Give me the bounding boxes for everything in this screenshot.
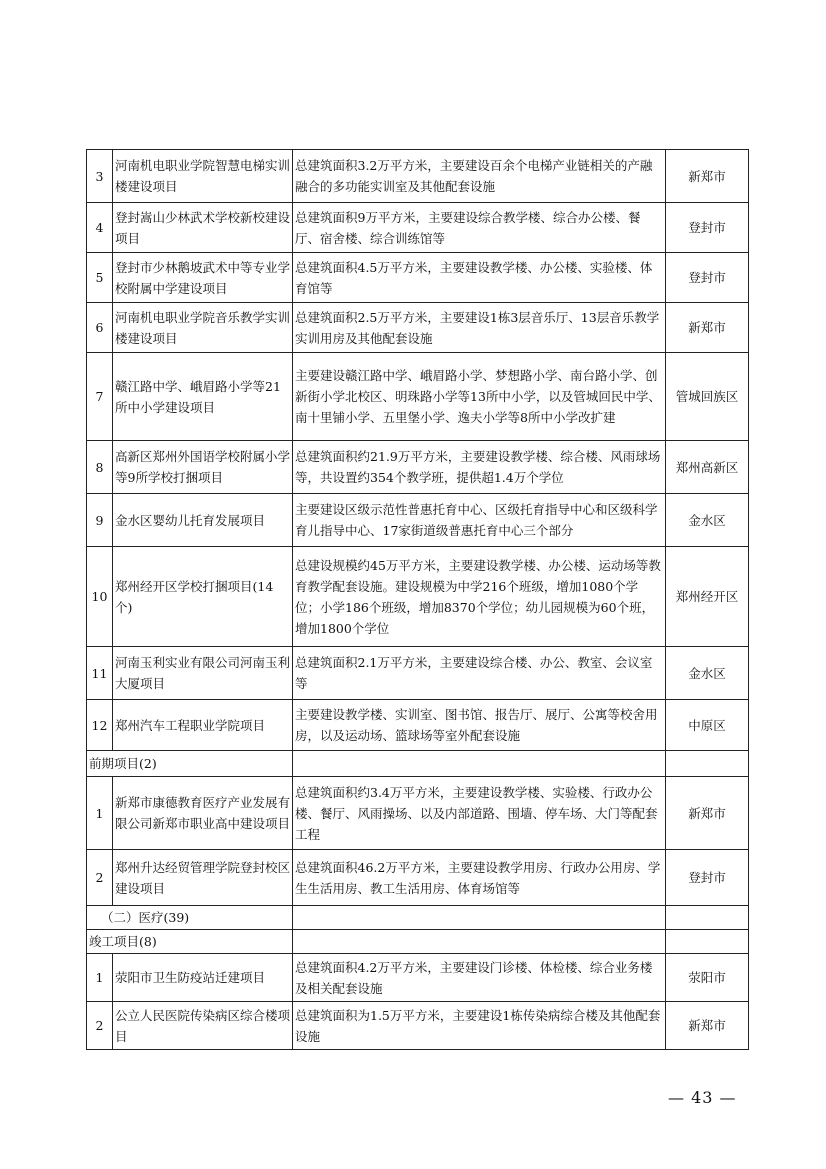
project-content: 总建筑面积3.2万平方米，主要建设百余个电梯产业链相关的产融融合的多功能实训室及其他配套设施 xyxy=(293,150,666,203)
project-name: 高新区郑州外国语学校附属小学等9所学校打捆项目 xyxy=(113,441,293,494)
project-content: 总建筑面积4.2万平方米，主要建设门诊楼、体检楼、综合业务楼及相关配套设施 xyxy=(293,954,666,1002)
section-row xyxy=(87,751,749,777)
project-location: 管城回族区 xyxy=(666,353,749,441)
project-name: 金水区婴幼儿托育发展项目 xyxy=(113,494,293,547)
project-location: 荥阳市 xyxy=(666,954,749,1002)
table-row xyxy=(87,1002,749,1050)
table-row xyxy=(87,150,749,203)
section-label: 前期项目(2) xyxy=(87,751,293,777)
project-content: 总建筑面积约21.9万平方米，主要建设教学楼、综合楼、风雨球场等，共设置约354个教学班，提供超1.4万个学位 xyxy=(293,441,666,494)
table-row xyxy=(87,303,749,353)
empty-cell xyxy=(293,751,666,777)
row-number: 2 xyxy=(87,850,113,906)
project-table xyxy=(86,149,749,1050)
project-content: 总建筑面积2.5万平方米，主要建设1栋3层音乐厅、13层音乐教学实训用房及其他配套设施 xyxy=(293,303,666,353)
table-row xyxy=(87,203,749,253)
project-name: 荥阳市卫生防疫站迁建项目 xyxy=(113,954,293,1002)
project-location: 中原区 xyxy=(666,700,749,751)
row-number: 3 xyxy=(87,150,113,203)
project-content: 总建筑面积9万平方米，主要建设综合教学楼、综合办公楼、餐厅、宿舍楼、综合训练馆等 xyxy=(293,203,666,253)
project-location: 金水区 xyxy=(666,494,749,547)
row-number: 9 xyxy=(87,494,113,547)
project-content: 总建筑面积为1.5万平方米，主要建设1栋传染病综合楼及其他配套设施 xyxy=(293,1002,666,1050)
table-row xyxy=(87,700,749,751)
project-location: 登封市 xyxy=(666,253,749,303)
project-location: 郑州高新区 xyxy=(666,441,749,494)
row-number: 10 xyxy=(87,547,113,647)
project-name: 郑州经开区学校打捆项目(14个) xyxy=(113,547,293,647)
row-number: 8 xyxy=(87,441,113,494)
table-row xyxy=(87,954,749,1002)
project-name: 新郑市康德教育医疗产业发展有限公司新郑市职业高中建设项目 xyxy=(113,777,293,850)
table-row xyxy=(87,777,749,850)
empty-cell xyxy=(666,751,749,777)
project-location: 新郑市 xyxy=(666,1002,749,1050)
project-content: 总建筑面积2.1万平方米，主要建设综合楼、办公、教室、会议室等 xyxy=(293,647,666,700)
row-number: 5 xyxy=(87,253,113,303)
table-row xyxy=(87,353,749,441)
row-number: 12 xyxy=(87,700,113,751)
table-row xyxy=(87,253,749,303)
project-name: 登封嵩山少林武术学校新校建设项目 xyxy=(113,203,293,253)
page-number: — 43 — xyxy=(668,1088,737,1107)
row-number: 6 xyxy=(87,303,113,353)
project-name: 郑州汽车工程职业学院项目 xyxy=(113,700,293,751)
row-number: 2 xyxy=(87,1002,113,1050)
project-location: 金水区 xyxy=(666,647,749,700)
project-content: 主要建设区级示范性普惠托育中心、区级托育指导中心和区级科学育儿指导中心、17家街道级普惠托育中心三个部分 xyxy=(293,494,666,547)
section-row xyxy=(87,906,749,930)
row-number: 1 xyxy=(87,777,113,850)
table-row xyxy=(87,647,749,700)
table-row xyxy=(87,441,749,494)
project-location: 郑州经开区 xyxy=(666,547,749,647)
row-number: 11 xyxy=(87,647,113,700)
row-number: 7 xyxy=(87,353,113,441)
project-table-body xyxy=(87,150,749,1050)
project-name: 公立人民医院传染病区综合楼项目 xyxy=(113,1002,293,1050)
section-row xyxy=(87,930,749,954)
project-location: 新郑市 xyxy=(666,303,749,353)
project-name: 河南机电职业学院音乐教学实训楼建设项目 xyxy=(113,303,293,353)
project-content: 总建筑面积46.2万平方米，主要建设教学用房、行政办公用房、学生生活用房、教工生活用房、体育场馆等 xyxy=(293,850,666,906)
section-label: 竣工项目(8) xyxy=(87,930,293,954)
project-location: 新郑市 xyxy=(666,777,749,850)
project-name: 河南机电职业学院智慧电梯实训楼建设项目 xyxy=(113,150,293,203)
project-name: 河南玉利实业有限公司河南玉利大厦项目 xyxy=(113,647,293,700)
row-number: 4 xyxy=(87,203,113,253)
table-row xyxy=(87,850,749,906)
empty-cell xyxy=(666,906,749,930)
project-content: 总建筑面积4.5万平方米，主要建设教学楼、办公楼、实验楼、体育馆等 xyxy=(293,253,666,303)
table-row xyxy=(87,547,749,647)
project-name: 郑州升达经贸管理学院登封校区建设项目 xyxy=(113,850,293,906)
empty-cell xyxy=(293,906,666,930)
empty-cell xyxy=(293,930,666,954)
project-location: 登封市 xyxy=(666,203,749,253)
project-content: 主要建设教学楼、实训室、图书馆、报告厅、展厅、公寓等校舍用房，以及运动场、篮球场等室外配套设施 xyxy=(293,700,666,751)
row-number: 1 xyxy=(87,954,113,1002)
project-location: 登封市 xyxy=(666,850,749,906)
project-content: 总建设规模约45万平方米，主要建设教学楼、办公楼、运动场等教育教学配套设施。建设规模为中学216个班级，增加1080个学位；小学186个班级，增加8370个学位；幼儿园规模为60个班，增加1800个学位 xyxy=(293,547,666,647)
project-name: 赣江路中学、峨眉路小学等21所中小学建设项目 xyxy=(113,353,293,441)
table-row xyxy=(87,494,749,547)
project-location: 新郑市 xyxy=(666,150,749,203)
project-name: 登封市少林鹅坡武术中等专业学校附属中学建设项目 xyxy=(113,253,293,303)
empty-cell xyxy=(666,930,749,954)
project-content: 主要建设赣江路中学、峨眉路小学、梦想路小学、南台路小学、创新街小学北校区、明珠路小学等13所中小学，以及管城回民中学、南十里铺小学、五里堡小学、逸夫小学等8所中小学改扩建 xyxy=(293,353,666,441)
project-content: 总建筑面积约3.4万平方米，主要建设教学楼、实验楼、行政办公楼、餐厅、风雨操场、以及内部道路、围墙、停车场、大门等配套工程 xyxy=(293,777,666,850)
section-label: （二）医疗(39) xyxy=(87,906,293,930)
